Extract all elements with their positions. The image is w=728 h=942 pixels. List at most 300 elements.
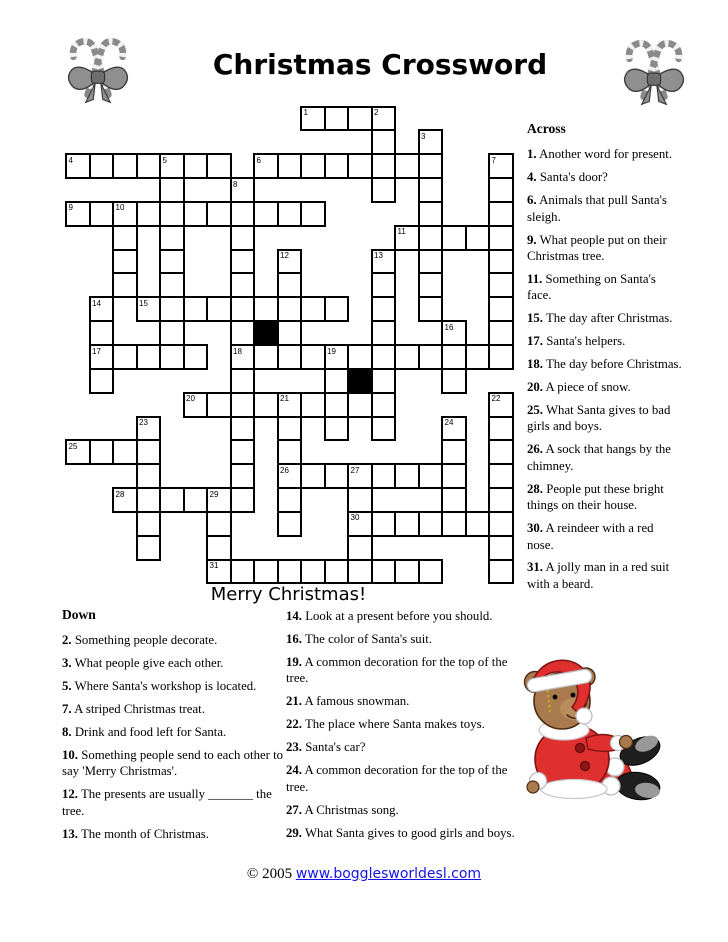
crossword-cell[interactable] <box>394 559 420 585</box>
clue-number: 22. <box>286 717 302 732</box>
crossword-cell[interactable] <box>159 296 185 322</box>
crossword-cell[interactable] <box>418 225 444 251</box>
crossword-cell[interactable] <box>277 320 303 346</box>
crossword-cell[interactable] <box>206 511 232 537</box>
cell-number: 13 <box>374 251 383 261</box>
cell-number: 23 <box>139 418 148 428</box>
cell-number: 30 <box>350 513 360 523</box>
clue-item <box>527 169 682 185</box>
cell-number: 2 <box>374 108 379 117</box>
crossword-cell[interactable] <box>488 153 514 179</box>
crossword-cell[interactable] <box>300 153 326 179</box>
crossword-cell[interactable] <box>441 320 467 346</box>
crossword-cell[interactable] <box>441 487 467 513</box>
crossword-cell[interactable] <box>394 511 420 537</box>
crossword-cell[interactable] <box>300 106 326 132</box>
crossword-cell[interactable] <box>230 177 256 203</box>
crossword-cell[interactable] <box>441 511 467 537</box>
cell-number: 17 <box>92 346 101 356</box>
crossword-cell[interactable] <box>183 153 209 179</box>
crossword-cell[interactable] <box>300 463 326 489</box>
clue-number: 1. <box>527 147 537 162</box>
crossword-cell[interactable] <box>441 368 467 394</box>
crossword-cell[interactable] <box>465 344 491 370</box>
crossword-cell[interactable] <box>136 535 162 561</box>
crossword-cell[interactable] <box>277 511 303 537</box>
down-clues-column-1 <box>62 606 294 849</box>
clue-text: The presents are usually _______ the tree. <box>62 787 272 818</box>
crossword-cell[interactable] <box>253 392 279 418</box>
clue-text: Where Santa's workshop is located. <box>74 679 257 694</box>
crossword-cell[interactable] <box>371 392 397 418</box>
clue-number: 6. <box>527 193 537 208</box>
clue-text: People put these bright things on their house. <box>527 481 664 513</box>
crossword-cell[interactable] <box>159 487 185 513</box>
crossword-cell[interactable] <box>112 225 138 251</box>
crossword-cell[interactable] <box>324 344 350 370</box>
crossword-cell[interactable] <box>136 463 162 489</box>
cell-number: 10 <box>115 203 125 213</box>
clue-item <box>527 520 682 553</box>
crossword-cell[interactable] <box>347 559 373 585</box>
clue-text: A striped Christmas treat. <box>74 702 205 717</box>
cell-number: 11 <box>397 227 406 237</box>
footer <box>0 866 728 883</box>
clue-text: Something people decorate. <box>74 633 218 648</box>
cell-number: 24 <box>444 418 454 428</box>
clue-number: 18. <box>527 357 543 372</box>
clue-item <box>527 146 682 162</box>
clue-item <box>527 271 682 304</box>
cell-number: 19 <box>327 346 336 356</box>
crossword-cell[interactable] <box>324 106 350 132</box>
crossword-cell[interactable] <box>418 511 444 537</box>
clue-item <box>527 356 682 372</box>
cell-number: 14 <box>92 298 101 308</box>
crossword-cell[interactable] <box>230 392 256 418</box>
crossword-cell[interactable] <box>230 487 256 513</box>
clue-number: 9. <box>527 232 537 247</box>
clue-text: The day after Christmas. <box>545 311 673 326</box>
cell-number: 4 <box>68 155 73 165</box>
crossword-cell[interactable] <box>230 559 256 585</box>
crossword-cell[interactable] <box>277 153 303 179</box>
cell-number: 6 <box>256 155 261 165</box>
crossword-cell[interactable] <box>371 106 397 132</box>
crossword-cell[interactable] <box>488 463 514 489</box>
crossword-cell[interactable] <box>441 439 467 465</box>
crossword-cell[interactable] <box>277 344 303 370</box>
crossword-cell[interactable] <box>277 249 303 275</box>
crossword-cell[interactable] <box>89 439 115 465</box>
crossword-cell[interactable] <box>89 296 115 322</box>
crossword-cell[interactable] <box>277 201 303 227</box>
crossword-cell[interactable] <box>418 559 444 585</box>
crossword-cell[interactable] <box>89 153 115 179</box>
crossword-cell[interactable] <box>394 153 420 179</box>
clue-item <box>62 632 294 648</box>
clue-text: A sock that hangs by the chimney. <box>527 442 671 473</box>
clue-item <box>62 826 294 842</box>
crossword-cell[interactable] <box>65 439 91 465</box>
crossword-cell[interactable] <box>300 296 326 322</box>
crossword-cell[interactable] <box>206 487 232 513</box>
crossword-cell[interactable] <box>371 320 397 346</box>
crossword-cell[interactable] <box>89 368 115 394</box>
clue-text: What Santa gives to bad girls and boys. <box>527 403 671 434</box>
crossword-cell[interactable] <box>324 392 350 418</box>
clue-text: Animals that pull Santa's sleigh. <box>527 193 667 224</box>
crossword-cell[interactable] <box>371 272 397 298</box>
crossword-cell[interactable] <box>488 559 514 585</box>
crossword-cell[interactable] <box>300 559 326 585</box>
crossword-cell[interactable] <box>488 487 514 513</box>
clue-text: The color of Santa's suit. <box>304 631 433 646</box>
crossword-cell[interactable] <box>206 559 232 585</box>
crossword-cell[interactable] <box>159 225 185 251</box>
crossword-cell[interactable] <box>488 511 514 537</box>
crossword-cell[interactable] <box>89 201 115 227</box>
crossword-cell[interactable] <box>394 463 420 489</box>
clue-text: What people put on their Christmas tree. <box>527 232 667 263</box>
crossword-cell[interactable] <box>253 201 279 227</box>
crossword-cell[interactable] <box>324 416 350 442</box>
crossword-cell[interactable] <box>206 201 232 227</box>
clue-number: 16. <box>286 631 302 646</box>
clue-text: Something people send to each other to say 'Merry Christmas'. <box>62 748 284 779</box>
clue-text: Something on Santa's face. <box>527 271 656 303</box>
crossword-cell[interactable] <box>89 344 115 370</box>
crossword-cell[interactable] <box>277 487 303 513</box>
crossword-cell[interactable] <box>324 296 350 322</box>
crossword-cell[interactable] <box>324 559 350 585</box>
teddy-bear-santa-image <box>522 655 668 809</box>
clue-text: A Christmas song. <box>304 802 399 817</box>
crossword-cell[interactable] <box>159 201 185 227</box>
crossword-cell[interactable] <box>488 344 514 370</box>
clue-number: 13. <box>62 826 78 841</box>
crossword-cell[interactable] <box>371 153 397 179</box>
across-header: Across <box>527 121 566 136</box>
clue-item <box>286 762 532 795</box>
crossword-cell[interactable] <box>394 344 420 370</box>
clue-item <box>527 481 682 514</box>
crossword-cell[interactable] <box>183 487 209 513</box>
crossword-cell[interactable] <box>253 344 279 370</box>
crossword-cell[interactable] <box>277 463 303 489</box>
down-header: Down <box>62 607 96 622</box>
cell-number: 16 <box>444 322 454 332</box>
crossword-cell[interactable] <box>136 296 162 322</box>
clue-item <box>286 739 532 755</box>
crossword-cell[interactable] <box>112 272 138 298</box>
crossword-cell[interactable] <box>136 511 162 537</box>
crossword-cell[interactable] <box>324 153 350 179</box>
crossword-cell[interactable] <box>253 559 279 585</box>
crossword-cell[interactable] <box>112 344 138 370</box>
crossword-cell[interactable] <box>89 320 115 346</box>
clue-number: 3. <box>62 656 72 671</box>
crossword-cell[interactable] <box>488 392 514 418</box>
crossword-cell[interactable] <box>418 177 444 203</box>
clue-number: 14. <box>286 609 302 623</box>
crossword-cell[interactable] <box>159 177 185 203</box>
crossword-cell[interactable] <box>183 201 209 227</box>
crossword-cell[interactable] <box>230 463 256 489</box>
clue-item <box>286 654 532 687</box>
clue-text: The place where Santa makes toys. <box>304 717 485 732</box>
crossword-cell[interactable] <box>206 535 232 561</box>
down-clue-list-1 <box>62 632 294 842</box>
clue-number: 11. <box>527 271 543 286</box>
crossword-cell[interactable] <box>230 320 256 346</box>
clue-number: 21. <box>286 694 302 709</box>
clue-text: Another word for present. <box>539 147 673 162</box>
crossword-cell[interactable] <box>112 439 138 465</box>
clue-item <box>527 333 682 349</box>
crossword-cell[interactable] <box>277 559 303 585</box>
crossword-cell[interactable] <box>136 439 162 465</box>
crossword-cell[interactable] <box>465 511 491 537</box>
crossword-cell[interactable] <box>371 344 397 370</box>
crossword-cell[interactable] <box>488 296 514 322</box>
crossword-cell[interactable] <box>347 392 373 418</box>
crossword-cell[interactable] <box>230 439 256 465</box>
clue-number: 15. <box>527 311 543 326</box>
crossword-cell[interactable] <box>347 344 373 370</box>
crossword-cell[interactable] <box>230 249 256 275</box>
clue-number: 23. <box>286 740 302 755</box>
clue-number: 25. <box>527 403 543 418</box>
clue-text: Look at a present before you should. <box>305 609 493 623</box>
clue-text: The month of Christmas. <box>80 826 209 841</box>
clue-item <box>527 441 682 474</box>
crossword-cell[interactable] <box>159 320 185 346</box>
clue-item <box>62 747 294 780</box>
crossword-cell[interactable] <box>230 296 256 322</box>
clue-item <box>286 825 532 841</box>
crossword-cell[interactable] <box>136 153 162 179</box>
clue-item <box>527 192 682 225</box>
cell-number: 27 <box>350 465 360 475</box>
crossword-cell[interactable] <box>347 535 373 561</box>
crossword-cell[interactable] <box>136 344 162 370</box>
crossword-cell[interactable] <box>230 272 256 298</box>
clue-item <box>286 693 532 709</box>
clue-text: What Santa gives to good girls and boys. <box>304 825 515 840</box>
clue-number: 17. <box>527 334 543 349</box>
crossword-cell[interactable] <box>230 416 256 442</box>
crossword-cell[interactable] <box>183 392 209 418</box>
clue-number: 31. <box>527 560 543 575</box>
crossword-cell[interactable] <box>488 416 514 442</box>
crossword-cell[interactable] <box>206 296 232 322</box>
crossword-cell[interactable] <box>394 225 420 251</box>
crossword-cell[interactable] <box>465 225 491 251</box>
crossword-cell[interactable] <box>488 177 514 203</box>
clue-number: 20. <box>527 380 543 395</box>
clue-text: What people give each other. <box>74 656 224 671</box>
clue-text: Santa's helpers. <box>546 334 626 349</box>
website-link[interactable]: www.bogglesworldesl.com <box>295 866 482 882</box>
crossword-cell[interactable] <box>371 249 397 275</box>
cell-number: 7 <box>491 155 496 165</box>
crossword-cell[interactable] <box>277 416 303 442</box>
crossword-cell[interactable] <box>277 439 303 465</box>
crossword-cell[interactable] <box>371 296 397 322</box>
crossword-cell[interactable] <box>371 368 397 394</box>
clue-number: 24. <box>286 763 302 778</box>
clue-item <box>62 678 294 694</box>
clue-item <box>286 802 532 818</box>
merry-christmas-text: Merry Christmas! <box>210 584 367 605</box>
crossword-cell[interactable] <box>488 320 514 346</box>
crossword-cell[interactable] <box>136 201 162 227</box>
crossword-cell[interactable] <box>488 225 514 251</box>
clue-number: 27. <box>286 802 302 817</box>
crossword-cell[interactable] <box>347 153 373 179</box>
crossword-cell[interactable] <box>488 439 514 465</box>
crossword-cell[interactable] <box>441 225 467 251</box>
clue-text: The day before Christmas. <box>545 357 682 372</box>
cell-number: 9 <box>68 203 73 213</box>
crossword-cell[interactable] <box>300 201 326 227</box>
crossword-cell[interactable] <box>418 272 444 298</box>
crossword-cell[interactable] <box>65 153 91 179</box>
clue-number: 29. <box>286 825 302 840</box>
crossword-cell[interactable] <box>418 463 444 489</box>
clue-number: 5. <box>62 679 72 694</box>
crossword-cell[interactable] <box>159 153 185 179</box>
black-cell <box>253 320 279 346</box>
crossword-cell[interactable] <box>441 463 467 489</box>
down-clue-list-2 <box>286 608 532 841</box>
clue-text: Santa's car? <box>305 740 366 755</box>
crossword-cell[interactable] <box>277 392 303 418</box>
crossword-cell[interactable] <box>324 463 350 489</box>
crossword-cell[interactable] <box>159 272 185 298</box>
crossword-cell[interactable] <box>253 296 279 322</box>
crossword-cell[interactable] <box>206 392 232 418</box>
crossword-cell[interactable] <box>159 344 185 370</box>
black-cell <box>347 368 373 394</box>
crossword-cell[interactable] <box>418 344 444 370</box>
crossword-cell[interactable] <box>159 249 185 275</box>
clue-item <box>62 655 294 671</box>
crossword-cell[interactable] <box>418 201 444 227</box>
clue-text: A common decoration for the top of the tree. <box>286 654 508 686</box>
crossword-cell[interactable] <box>371 177 397 203</box>
crossword-cell[interactable] <box>230 225 256 251</box>
clue-number: 12. <box>62 787 78 802</box>
clue-number: 8. <box>62 725 72 740</box>
crossword-cell[interactable] <box>277 296 303 322</box>
cell-number: 8 <box>233 179 238 189</box>
cell-number: 12 <box>280 251 289 261</box>
across-clue-list <box>527 146 682 592</box>
crossword-cell[interactable] <box>371 416 397 442</box>
crossword-cell[interactable] <box>418 249 444 275</box>
crossword-cell[interactable] <box>347 106 373 132</box>
crossword-cell[interactable] <box>371 511 397 537</box>
crossword-cell[interactable] <box>418 296 444 322</box>
cell-number: 26 <box>280 465 289 475</box>
crossword-cell[interactable] <box>206 153 232 179</box>
crossword-cell[interactable] <box>112 153 138 179</box>
crossword-cell[interactable] <box>300 392 326 418</box>
crossword-cell[interactable] <box>136 416 162 442</box>
crossword-cell[interactable] <box>230 344 256 370</box>
clue-item <box>286 631 532 647</box>
crossword-cell[interactable] <box>112 201 138 227</box>
crossword-cell[interactable] <box>183 296 209 322</box>
clue-number: 26. <box>527 442 543 457</box>
clue-text: A famous snowman. <box>304 694 410 709</box>
crossword-cell[interactable] <box>324 368 350 394</box>
clue-number: 28. <box>527 481 543 496</box>
crossword-cell[interactable] <box>371 463 397 489</box>
clue-number: 30. <box>527 521 543 536</box>
clue-item <box>62 724 294 740</box>
crossword-cell[interactable] <box>441 416 467 442</box>
crossword-cell[interactable] <box>488 535 514 561</box>
crossword-cell[interactable] <box>347 511 373 537</box>
crossword-cell[interactable] <box>488 201 514 227</box>
crossword-cell[interactable] <box>253 153 279 179</box>
clue-number: 7. <box>62 702 72 717</box>
clue-text: A reindeer with a red nose. <box>527 521 654 552</box>
crossword-cell[interactable] <box>277 272 303 298</box>
crossword-cell[interactable] <box>300 344 326 370</box>
crossword-cell[interactable] <box>112 487 138 513</box>
clue-text: Santa's door? <box>539 170 608 185</box>
crossword-cell[interactable] <box>230 368 256 394</box>
cell-number: 21 <box>280 394 289 404</box>
clue-item <box>286 608 532 624</box>
crossword-cell[interactable] <box>371 559 397 585</box>
across-clues-column <box>527 120 682 599</box>
crossword-cell[interactable] <box>488 249 514 275</box>
crossword-cell[interactable] <box>112 249 138 275</box>
cell-number: 5 <box>162 155 167 165</box>
clue-item <box>527 379 682 395</box>
crossword-cell[interactable] <box>65 201 91 227</box>
crossword-cell[interactable] <box>230 201 256 227</box>
crossword-cell[interactable] <box>183 344 209 370</box>
cell-number: 29 <box>209 489 219 499</box>
crossword-cell[interactable] <box>418 129 444 155</box>
crossword-cell[interactable] <box>371 129 397 155</box>
clue-text: A common decoration for the top of the tree. <box>286 763 508 794</box>
clue-text: A jolly man in a red suit with a beard. <box>527 560 670 591</box>
cell-number: 25 <box>68 441 78 451</box>
crossword-cell[interactable] <box>418 153 444 179</box>
crossword-cell[interactable] <box>488 272 514 298</box>
cell-number: 28 <box>115 489 125 499</box>
crossword-cell[interactable] <box>347 487 373 513</box>
crossword-cell[interactable] <box>136 487 162 513</box>
clue-text: Drink and food left for Santa. <box>74 725 227 740</box>
copyright-text: © 2005 <box>246 866 293 882</box>
clue-item <box>527 310 682 326</box>
clue-item <box>62 786 294 819</box>
crossword-cell[interactable] <box>347 463 373 489</box>
clue-number: 10. <box>62 748 78 763</box>
cell-number: 31 <box>209 561 219 571</box>
crossword-cell[interactable] <box>441 344 467 370</box>
cell-number: 18 <box>233 346 242 356</box>
clue-item <box>286 716 532 732</box>
